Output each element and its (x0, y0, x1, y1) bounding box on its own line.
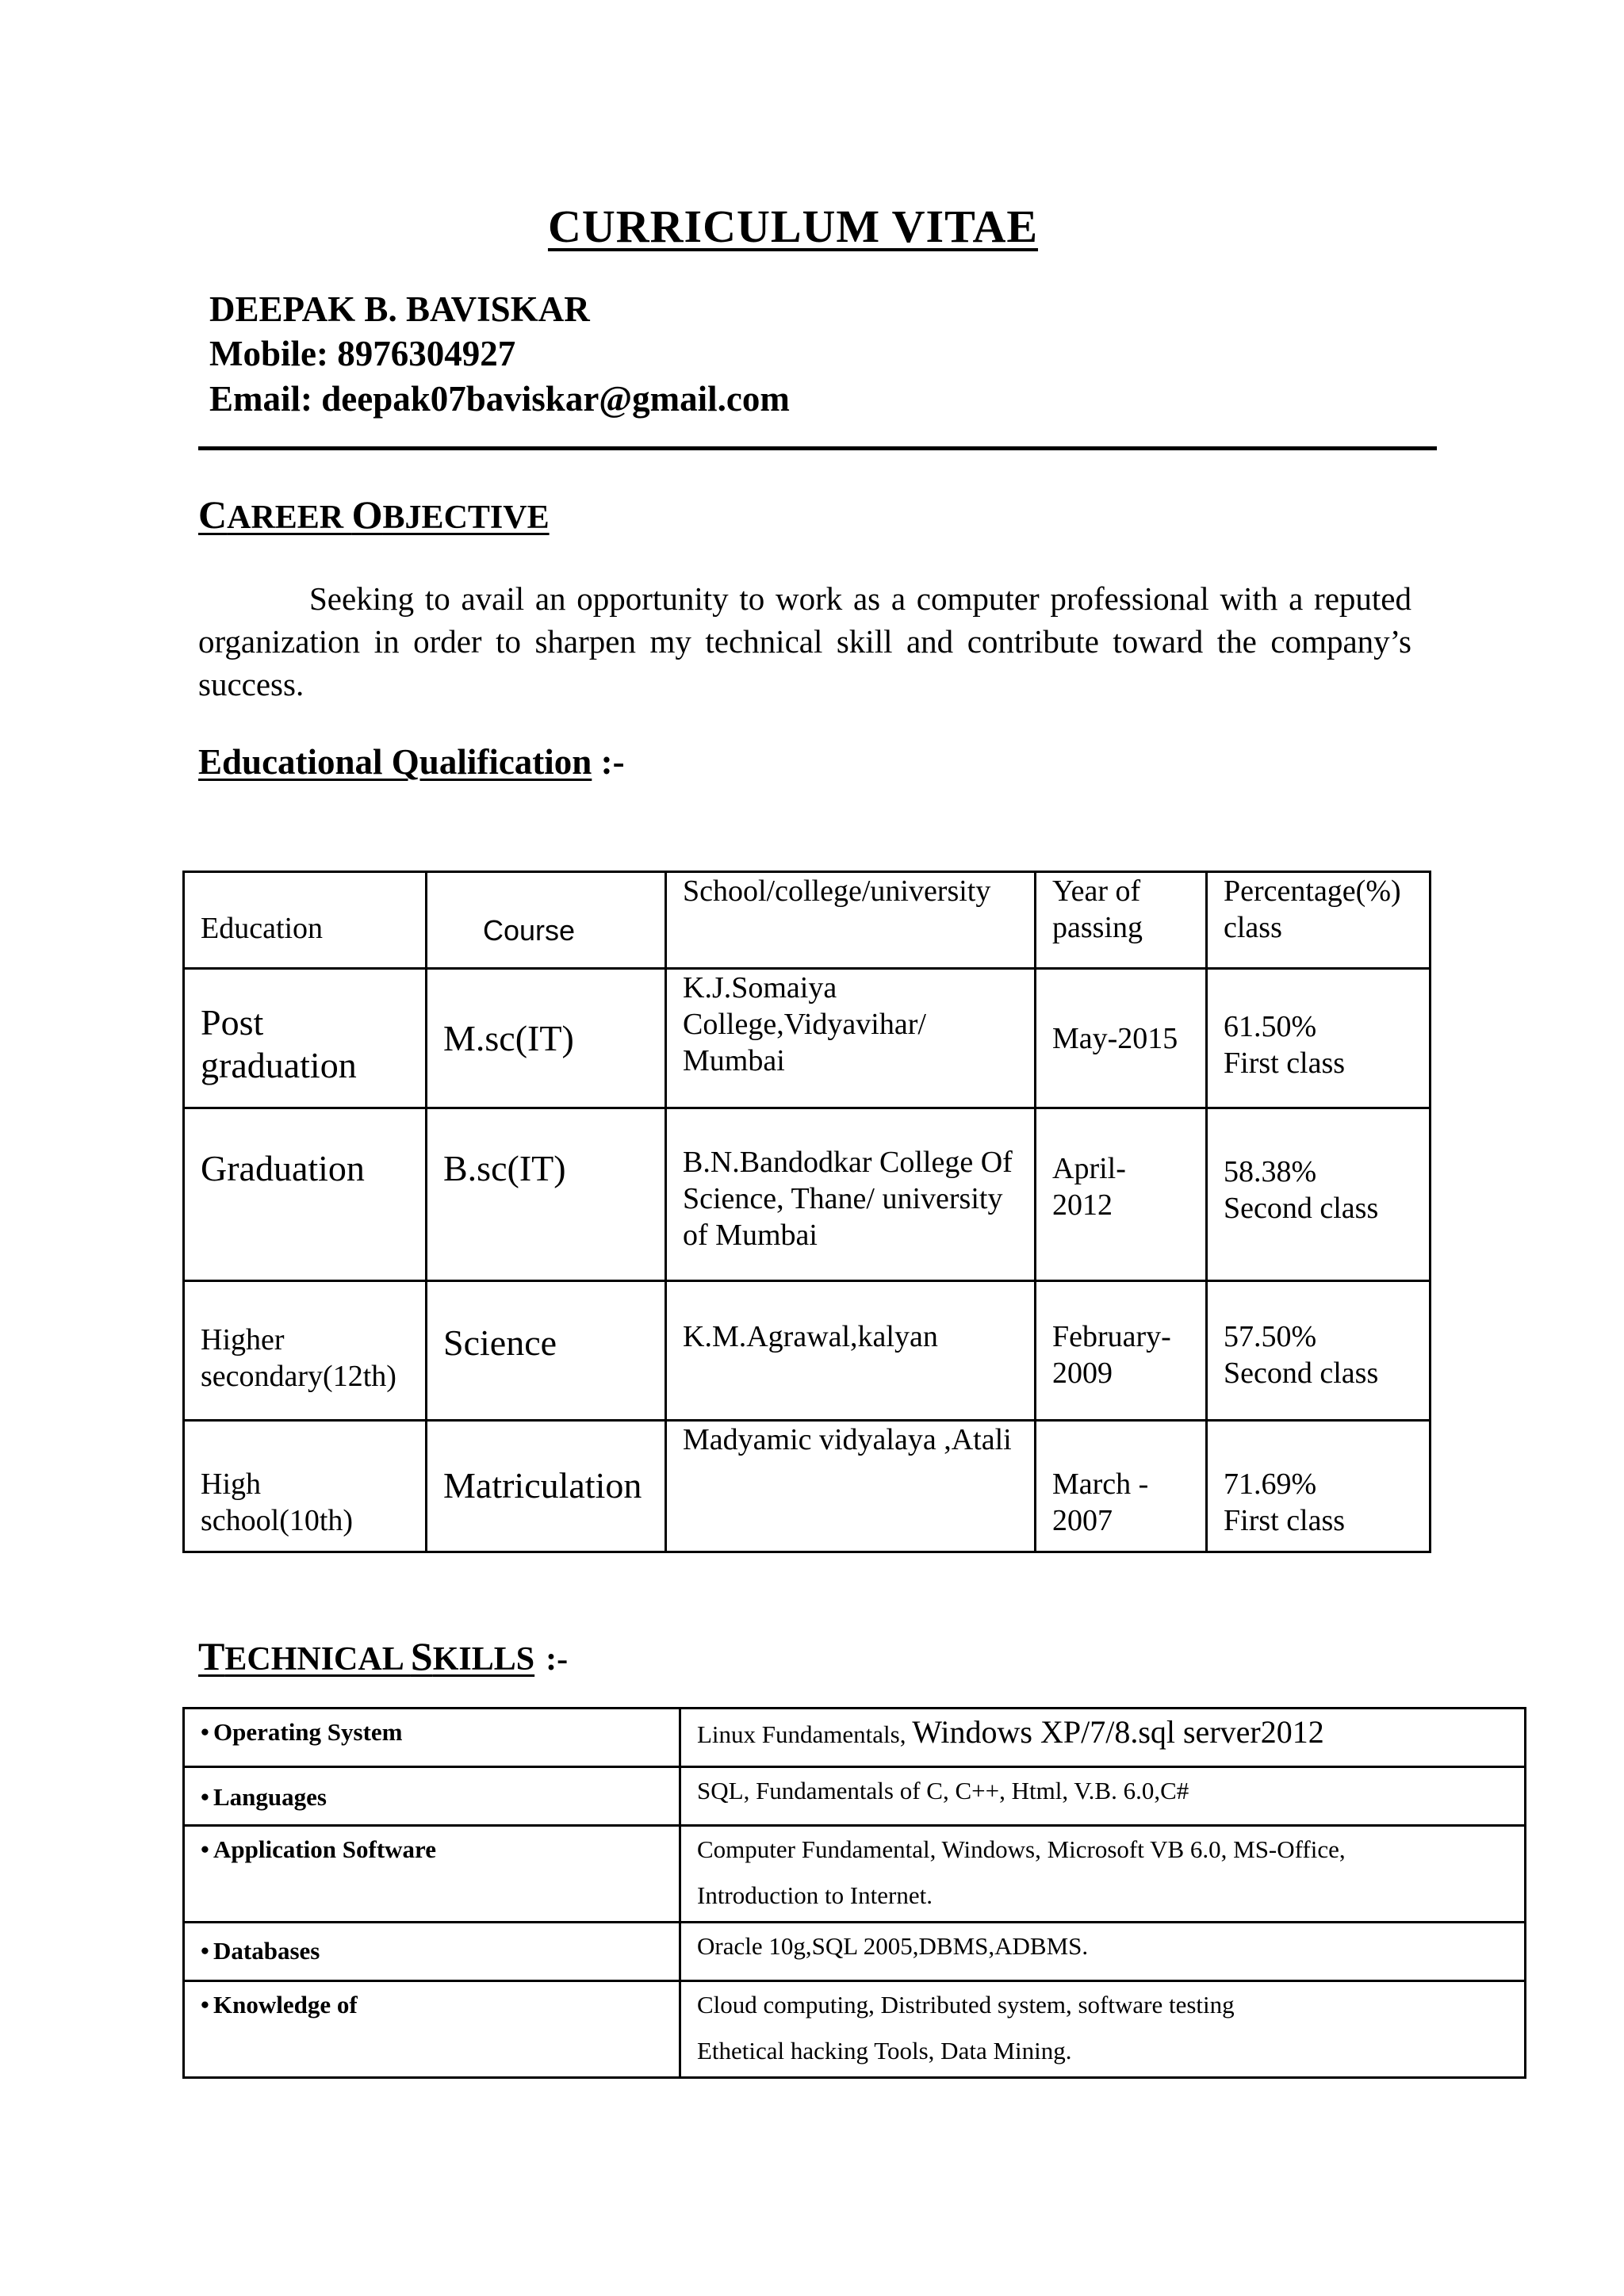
education-table (182, 871, 1431, 1553)
education-cell: Post graduation (184, 969, 427, 1108)
education-cell: Higher secondary(12th) (184, 1281, 427, 1421)
table-row (184, 1421, 1431, 1552)
table-header-row (184, 872, 1431, 969)
skill-label: • Application Software (184, 1826, 680, 1923)
table-row (184, 1709, 1526, 1767)
skill-label: • Languages (184, 1767, 680, 1826)
course-cell: B.sc(IT) (427, 1108, 666, 1281)
percentage-cell: 71.69% First class (1207, 1421, 1431, 1552)
table-row (184, 1981, 1526, 2078)
year-cell: February-2009 (1036, 1281, 1207, 1421)
skill-value: Oracle 10g,SQL 2005,DBMS,ADBMS. (680, 1923, 1526, 1981)
percentage-cell: 58.38% Second class (1207, 1108, 1431, 1281)
education-cell: High school(10th) (184, 1421, 427, 1552)
column-header: School/college/university (666, 872, 1036, 969)
candidate-name: DEEPAK B. BAVISKAR (209, 289, 590, 329)
skill-value: Cloud computing, Distributed system, software testing Ethetical hacking Tools, Data Mining. (680, 1981, 1526, 2078)
education-cell: Graduation (184, 1108, 427, 1281)
table-row (184, 969, 1431, 1108)
table-row (184, 1767, 1526, 1826)
school-cell: K.J.Somaiya College,Vidyavihar/ Mumbai (666, 969, 1036, 1108)
table-row (184, 1108, 1431, 1281)
table-row (184, 1281, 1431, 1421)
year-cell: May-2015 (1036, 969, 1207, 1108)
course-cell: Science (427, 1281, 666, 1421)
column-header: Course (427, 872, 666, 969)
percentage-cell: 61.50% First class (1207, 969, 1431, 1108)
mobile-number: Mobile: 8976304927 (209, 334, 516, 373)
career-objective-heading: CAREER OBJECTIVE (198, 492, 550, 537)
table-row (184, 1923, 1526, 1981)
career-objective-text: Seeking to avail an opportunity to work as a computer professional with a reputed organization in order to sharpen my technical skill and contribute toward the company’s success. (198, 580, 1411, 702)
column-header: Year of passing (1036, 872, 1207, 969)
skill-label: • Operating System (184, 1709, 680, 1767)
percentage-cell: 57.50% Second class (1207, 1281, 1431, 1421)
course-cell: M.sc(IT) (427, 969, 666, 1108)
table-row (184, 1826, 1526, 1923)
skill-value: Computer Fundamental, Windows, Microsoft VB 6.0, MS-Office, Introduction to Internet. (680, 1826, 1526, 1923)
year-cell: March - 2007 (1036, 1421, 1207, 1552)
email-address: Email: deepak07baviskar@gmail.com (209, 379, 790, 419)
technical-skills-table (182, 1707, 1526, 2079)
school-cell: K.M.Agrawal,kalyan (666, 1281, 1036, 1421)
skill-value: SQL, Fundamentals of C, C++, Html, V.B. 6.0,C# (680, 1767, 1526, 1826)
year-cell: April-2012 (1036, 1108, 1207, 1281)
school-cell: B.N.Bandodkar College Of Science, Thane/ university of Mumbai (666, 1108, 1036, 1281)
skill-label: • Knowledge of (184, 1981, 680, 2078)
column-header: Education (184, 872, 427, 969)
header-divider (198, 446, 1437, 450)
skill-label: • Databases (184, 1923, 680, 1981)
school-cell: Madyamic vidyalaya ,Atali (666, 1421, 1036, 1552)
page-title: CURRICULUM VITAE (547, 201, 1039, 252)
skill-value: Linux Fundamentals, Windows XP/7/8.sql server2012 (680, 1709, 1526, 1767)
education-heading: Educational Qualification :- (198, 742, 625, 782)
column-header: Percentage(%) class (1207, 872, 1431, 969)
technical-skills-heading: TECHNICAL SKILLS :- (198, 1634, 569, 1678)
course-cell: Matriculation (427, 1421, 666, 1552)
